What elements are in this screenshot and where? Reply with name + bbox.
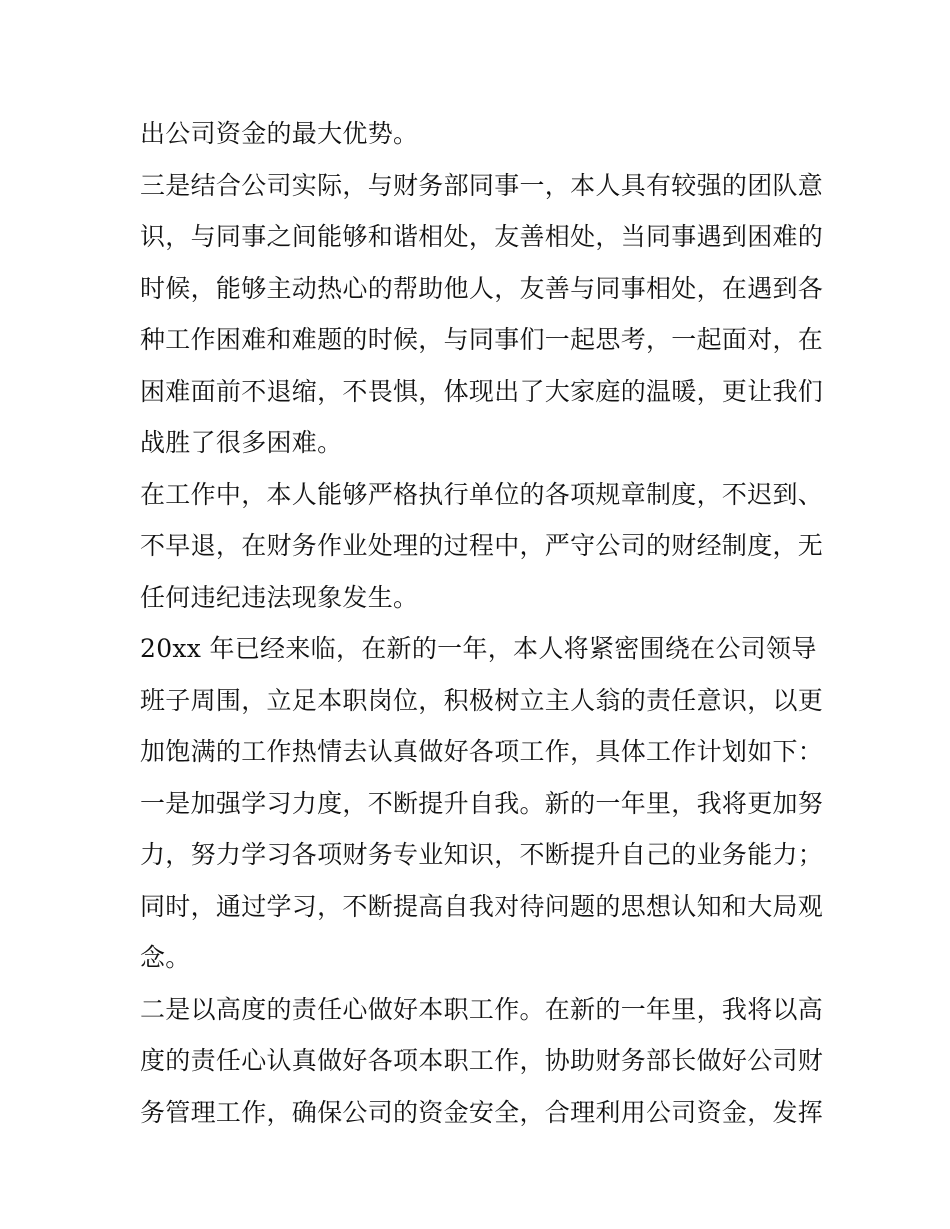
text-line: 加饱满的工作热情去认真做好各项工作，具体工作计划如下： <box>140 737 824 766</box>
text-line: 力，努力学习各项财务专业知识，不断提升自己的业务能力； <box>140 840 824 869</box>
text-line: 二是以高度的责任心做好本职工作。在新的一年里，我将以高 <box>140 994 824 1024</box>
text-line: 度的责任心认真做好各项本职工作，协助财务部长做好公司财 <box>140 1046 824 1075</box>
text-line: 出公司资金的最大优势。 <box>140 119 419 148</box>
text-line: 班子周围，立足本职岗位，积极树立主人翁的责任意识，以更 <box>140 685 824 715</box>
text-line: 时候，能够主动热心的帮助他人，友善与同事相处，在遇到各 <box>140 273 824 303</box>
text-line: 三是结合公司实际，与财务部同事一，本人具有较强的团队意 <box>140 170 824 200</box>
text-line: 在工作中，本人能够严格执行单位的各项规章制度，不迟到、 <box>140 479 824 509</box>
text-line: 务管理工作，确保公司的资金安全，合理利用公司资金，发挥 <box>140 1097 824 1127</box>
text-line: 任何违纪违法现象发生。 <box>140 582 419 612</box>
text-line: 一是加强学习力度，不断提升自我。新的一年里，我将更加努 <box>140 788 824 818</box>
text-line: 同时，通过学习，不断提高自我对待问题的思想认知和大局观 <box>140 891 824 921</box>
text-line: 识，与同事之间能够和谐相处，友善相处，当同事遇到困难的 <box>140 222 824 251</box>
text-line: 战胜了很多困难。 <box>140 428 343 457</box>
document-body <box>140 108 824 1138</box>
text-line: 不早退，在财务作业处理的过程中，严守公司的财经制度，无 <box>140 531 824 560</box>
text-line: 种工作困难和难题的时候，与同事们一起思考，一起面对，在 <box>140 325 824 354</box>
text-line: 20xx 年已经来临，在新的一年，本人将紧密围绕在公司领导 <box>140 634 817 663</box>
text-line: 困难面前不退缩，不畏惧，体现出了大家庭的温暖，更让我们 <box>140 376 824 406</box>
text-line: 念。 <box>140 943 191 972</box>
